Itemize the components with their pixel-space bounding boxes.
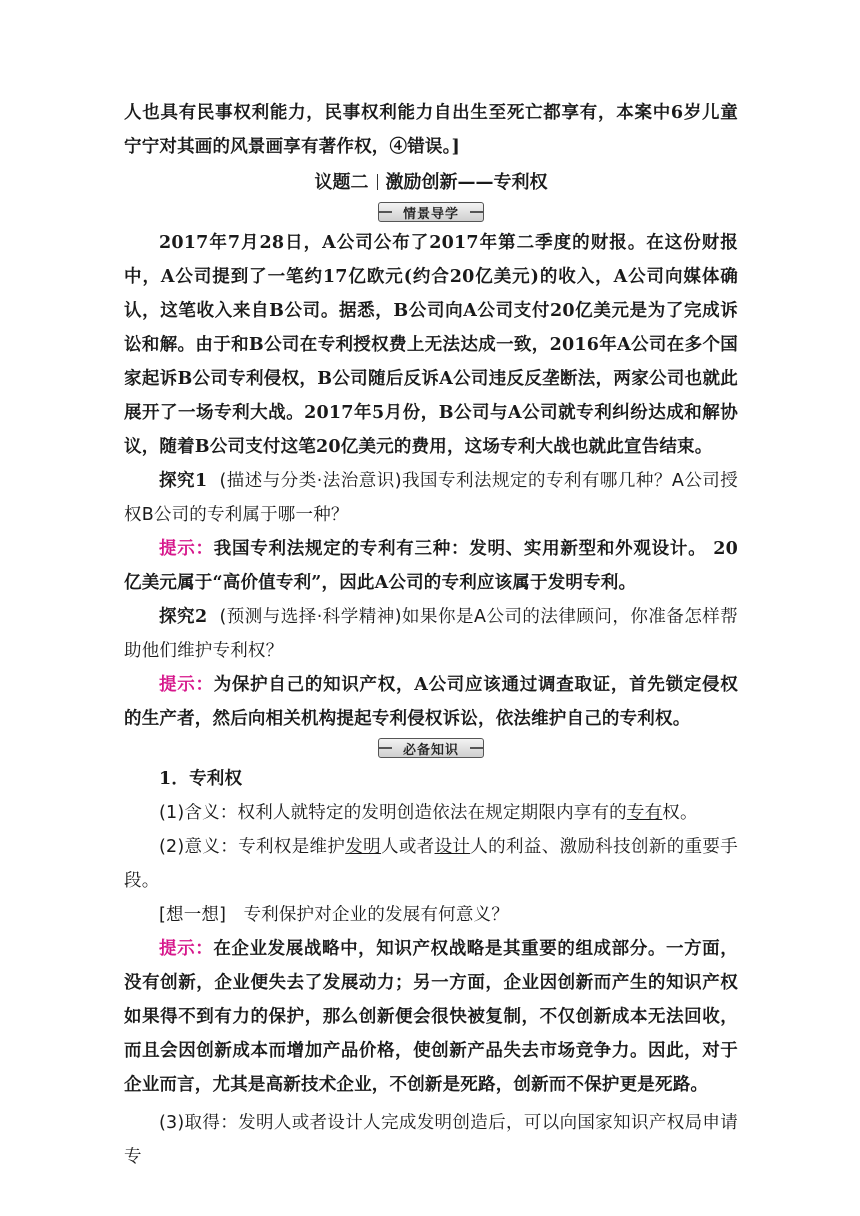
section-banner-knowledge: 必备知识: [378, 738, 484, 758]
explore-2-label: 探究2: [159, 607, 208, 627]
think-text: 专利保护对企业的发展有何意义？: [243, 905, 509, 925]
section-1-heading: 1．专利权: [159, 769, 243, 789]
explore-1-hint-text: 我国专利法规定的专利有三种：发明、实用新型和外观设计。 20亿美元属于“高价值专利”，因此A公司的专利应该属于发明专利。: [124, 539, 738, 593]
continuation-paragraph: 人也具有民事权利能力，民事权利能力自出生至死亡都享有，本案中6岁儿童宁宁对其画的风景画享有著作权，④错误。]: [124, 103, 738, 157]
item-1-underline: 专有: [626, 803, 663, 823]
item-2-suffix: 人的利益、激励科技创新的重要手段。: [124, 837, 738, 891]
topic-title: 激励创新——专利权: [385, 172, 548, 193]
banner-row-1: [124, 202, 738, 222]
page-content: [124, 96, 738, 1174]
item-3-acquisition: (3)取得：发明人或者设计人完成发明创造后，可以向国家知识产权局申请专: [124, 1113, 738, 1167]
item-2-underline-a: 发明: [345, 837, 381, 857]
item-1-prefix: (1)含义：权利人就特定的发明创造依法在规定期限内享有的: [159, 803, 627, 823]
item-2-underline-b: 设计: [434, 837, 471, 857]
item-2-prefix: (2)意义：专利权是维护: [159, 837, 346, 857]
think-question: [124, 898, 738, 932]
item-2-middle: 人或者: [380, 837, 435, 857]
banner-row-2: [124, 738, 738, 758]
think-hint-text: 在企业发展战略中，知识产权战略是其重要的组成部分。一方面，没有创新，企业便失去了发展动力；另一方面，企业因创新而产生的知识产权如果得不到有力的保护，那么创新便会很快被复制，不仅创新成本无法回收，而且会因创新成本而增加产品价格，使创新产品失去市场竞争力。因此，对于企业而言，尤其是高新技术企业，不创新是死路，创新而不保护更是死路。: [124, 939, 738, 1095]
item-1-suffix: 权。: [662, 803, 698, 823]
item-1-definition: [124, 796, 738, 830]
section-banner-scenario: 情景导学: [378, 202, 484, 222]
topic-heading: [124, 166, 738, 200]
explore-1-hint: [124, 532, 738, 600]
explore-1-hint-label: 提示：: [159, 539, 214, 559]
explore-1-question: [124, 464, 738, 532]
explore-2-hint: [124, 668, 738, 736]
explore-2-hint-text: 为保护自己的知识产权，A公司应该通过调查取证，首先锁定侵权的生产者，然后向相关机构提起专利侵权诉讼，依法维护自己的专利权。: [124, 675, 738, 729]
explore-2-hint-label: 提示：: [159, 675, 214, 695]
think-hint-label: 提示：: [159, 939, 214, 959]
explore-1-label: 探究1: [159, 471, 208, 491]
think-hint: [124, 932, 738, 1102]
item-2-significance: [124, 830, 738, 898]
explore-2-question: [124, 600, 738, 668]
topic-divider: [377, 174, 378, 190]
scenario-paragraph: 2017年7月28日，A公司公布了2017年第二季度的财报。在这份财报中，A公司提到了一笔约17亿欧元(约合20亿美元)的收入，A公司向媒体确认，这笔收入来自B公司。据悉，B公司向A公司支付20亿美元是为了完成诉讼和解。由于和B公司在专利授权费上无法达成一致，2016年A公司在多个国家起诉B公司专利侵权，B公司随后反诉A公司违反反垄断法，两家公司也就此展开了一场专利大战。2017年5月份，B公司与A公司就专利纠纷达成和解协议，随着B公司支付这笔20亿美元的费用，这场专利大战也就此宣告结束。: [124, 233, 738, 457]
think-label: [想一想]: [159, 905, 227, 925]
topic-label: 议题二: [314, 172, 369, 193]
explore-1-text: (描述与分类·法治意识)我国专利法规定的专利有哪几种？A公司授权B公司的专利属于哪一种？: [124, 471, 738, 525]
explore-2-text: (预测与选择·科学精神)如果你是A公司的法律顾问，你准备怎样帮助他们维护专利权？: [124, 607, 738, 661]
